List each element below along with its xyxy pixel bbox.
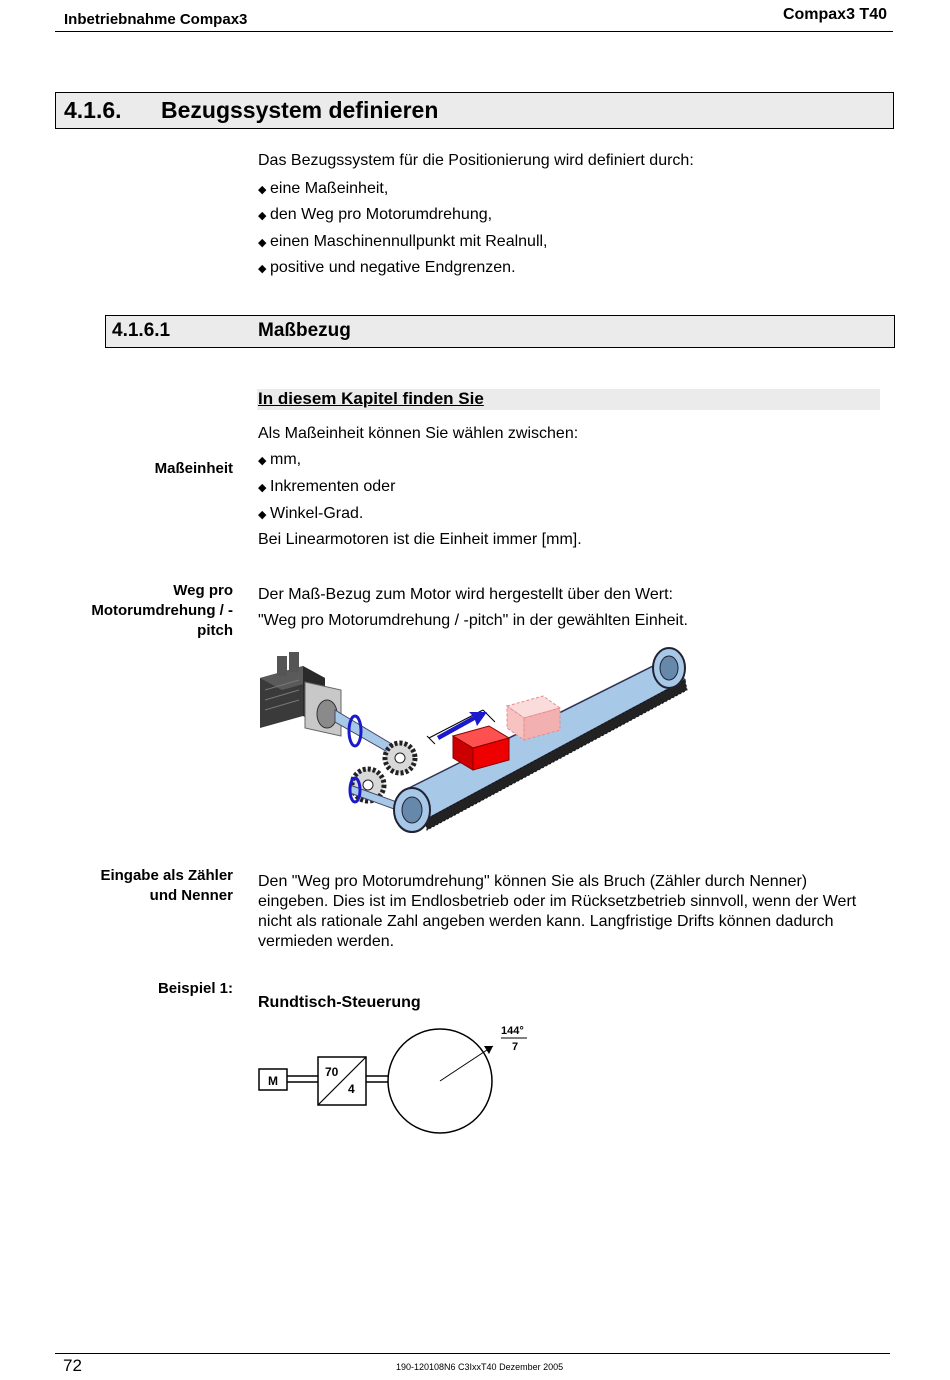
section-heading [55,92,894,129]
list-item: ◆ mm, [258,451,302,468]
diamond-bullet-icon: ◆ [258,237,267,249]
subsection-heading [105,315,895,348]
diamond-bullet-icon: ◆ [258,455,267,467]
masseinheit-note: Bei Linearmotoren ist die Einheit immer [mm]. [258,531,582,548]
beispiel-label: Beispiel 1: [157,980,233,997]
list-item: ◆ eine Maßeinheit, [258,180,389,197]
weg-line-2: "Weg pro Motorumdrehung / -pitch" in der gewählten Einheit. [258,612,688,629]
section-number: 4.1.6. [64,97,122,123]
section-title: Bezugssystem definieren [161,97,439,123]
angle-arrow-icon [484,1046,493,1054]
list-item: ◆ Winkel-Grad. [258,505,364,522]
list-item: ◆ den Weg pro Motorumdrehung, [258,206,493,223]
diamond-bullet-icon: ◆ [258,184,267,196]
diamond-bullet-icon: ◆ [258,509,267,521]
kapitel-link[interactable]: In diesem Kapitel finden Sie [258,389,484,408]
gear-ratio-top: 70 [325,1065,339,1079]
header-rule [55,31,893,32]
list-item: ◆ einen Maschinennullpunkt mit Realnull, [258,233,548,250]
masseinheit-label: Maßeinheit [154,460,233,477]
diamond-bullet-icon: ◆ [258,210,267,222]
footer-rule [55,1353,890,1354]
kapitel-heading [257,389,880,410]
diamond-bullet-icon: ◆ [258,263,267,275]
angle-label-top: 144° [501,1025,524,1037]
servo-motor-icon [260,652,341,736]
list-item: ◆ Inkrementen oder [258,478,396,495]
subsection-title: Maßbezug [258,320,351,341]
masseinheit-intro: Als Maßeinheit können Sie wählen zwischen: [258,425,579,442]
eingabe-text: Den "Weg pro Motorumdrehung" können Sie als Bruch (Zähler durch Nenner) eingeben. Dies ist im Endlosbetrieb oder im Rücksetzbetrieb sinnvoll, wenn der Wert nicht als rationale Zahl angeben werden kann. Langfristige Drifts können dadurch vermieden werden. [258,873,857,950]
diamond-bullet-icon: ◆ [258,482,267,494]
list-item: ◆ positive und negative Endgrenzen. [258,259,516,276]
motor-label: M [268,1074,278,1088]
angle-label-bottom: 7 [512,1041,519,1053]
rundtisch-diagram [255,1020,545,1140]
belt-icon [394,648,687,832]
section-intro: Das Bezugssystem für die Positionierung wird definiert durch: [258,152,694,169]
gear-icon [385,743,415,773]
belt-drive-illustration [255,640,695,840]
gear-ratio-bottom: 4 [348,1082,355,1096]
eingabe-label: Eingabe als Zähler und Nenner [100,867,233,904]
header-right-title: Compax3 T40 [782,6,887,23]
beispiel-title: Rundtisch-Steuerung [258,994,421,1011]
subsection-number: 4.1.6.1 [112,320,171,341]
weg-label: Weg pro Motorumdrehung / - pitch [91,582,233,639]
document-id: 190-120108N6 C3IxxT40 Dezember 2005 [396,1362,564,1372]
header-left-title: Inbetriebnahme Compax3 [64,11,248,28]
weg-line-1: Der Maß-Bezug zum Motor wird hergestellt über den Wert: [258,586,673,603]
page-number: 72 [63,1356,82,1375]
